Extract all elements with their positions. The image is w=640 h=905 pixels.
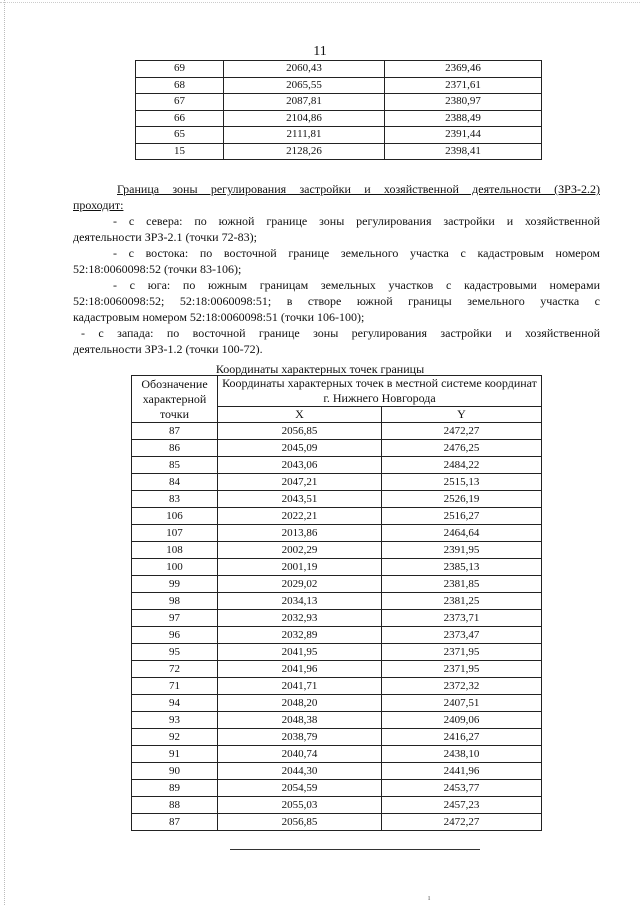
point-cell: 69: [136, 61, 224, 78]
footer-divider: [230, 849, 480, 850]
point-cell: 15: [136, 143, 224, 160]
table-row: [132, 797, 542, 814]
x-cell: 2065,55: [224, 77, 385, 94]
table-row: [136, 77, 542, 94]
table-row: [132, 695, 542, 712]
point-cell: 71: [132, 678, 218, 695]
table-row: [132, 627, 542, 644]
x-cell: 2034,13: [218, 593, 382, 610]
table-row: [132, 474, 542, 491]
point-cell: 91: [132, 746, 218, 763]
y-cell: 2476,25: [382, 440, 542, 457]
y-cell: 2441,96: [382, 763, 542, 780]
point-cell: 89: [132, 780, 218, 797]
table-row: [136, 94, 542, 111]
point-cell: 97: [132, 610, 218, 627]
x-cell: 2128,26: [224, 143, 385, 160]
y-cell: 2472,27: [382, 423, 542, 440]
point-cell: 94: [132, 695, 218, 712]
y-cell: 2381,85: [382, 576, 542, 593]
x-cell: 2044,30: [218, 763, 382, 780]
point-cell: 88: [132, 797, 218, 814]
point-cell: 86: [132, 440, 218, 457]
x-cell: 2013,86: [218, 525, 382, 542]
zone-description: [73, 181, 600, 357]
y-cell: 2385,13: [382, 559, 542, 576]
table-row: [132, 440, 542, 457]
south-boundary-line3: кадастровым номером 52:18:0060098:51 (точки 106-100);: [73, 310, 365, 324]
y-cell: 2416,27: [382, 729, 542, 746]
point-cell: 87: [132, 423, 218, 440]
header-x: X: [218, 407, 382, 423]
point-cell: 90: [132, 763, 218, 780]
y-cell: 2371,95: [382, 644, 542, 661]
table-row: [132, 491, 542, 508]
table-row: [132, 644, 542, 661]
table-row: [132, 457, 542, 474]
x-cell: 2022,21: [218, 508, 382, 525]
point-cell: 85: [132, 457, 218, 474]
x-cell: 2054,59: [218, 780, 382, 797]
point-cell: 98: [132, 593, 218, 610]
point-cell: 68: [136, 77, 224, 94]
point-cell: 100: [132, 559, 218, 576]
zone-heading: Граница зоны регулирования застройки и хозяйственной деятельности (ЗРЗ-2.2): [117, 182, 600, 196]
x-cell: 2038,79: [218, 729, 382, 746]
y-cell: 2371,61: [385, 77, 542, 94]
table-row: [132, 423, 542, 440]
x-cell: 2047,21: [218, 474, 382, 491]
table-row: [132, 746, 542, 763]
y-cell: 2453,77: [382, 780, 542, 797]
x-cell: 2048,38: [218, 712, 382, 729]
table-row: [136, 127, 542, 144]
coordinates-table: [131, 375, 542, 831]
header-y: Y: [382, 407, 542, 423]
x-cell: 2041,71: [218, 678, 382, 695]
y-cell: 2371,95: [382, 661, 542, 678]
y-cell: 2381,25: [382, 593, 542, 610]
y-cell: 2380,97: [385, 94, 542, 111]
x-cell: 2032,93: [218, 610, 382, 627]
east-boundary-line1: - с востока: по восточной границе земельного участка с кадастровым номером: [113, 246, 600, 260]
y-cell: 2391,95: [382, 542, 542, 559]
y-cell: 2526,19: [382, 491, 542, 508]
x-cell: 2043,51: [218, 491, 382, 508]
y-cell: 2373,47: [382, 627, 542, 644]
table-row: [132, 559, 542, 576]
y-cell: 2457,23: [382, 797, 542, 814]
x-cell: 2041,96: [218, 661, 382, 678]
point-cell: 65: [136, 127, 224, 144]
y-cell: 2388,49: [385, 110, 542, 127]
x-cell: 2104,86: [224, 110, 385, 127]
x-cell: 2032,89: [218, 627, 382, 644]
south-boundary-line2: 52:18:0060098:52; 52:18:0060098:51; в створе южной границы земельного участка с: [73, 294, 600, 308]
table-row: [132, 593, 542, 610]
point-cell: 93: [132, 712, 218, 729]
header-coordinate-system: Координаты характерных точек в местной системе координат г. Нижнего Новгорода: [218, 376, 542, 407]
y-cell: 2409,06: [382, 712, 542, 729]
table-row: [132, 729, 542, 746]
point-cell: 106: [132, 508, 218, 525]
point-cell: 96: [132, 627, 218, 644]
x-cell: 2002,29: [218, 542, 382, 559]
x-cell: 2029,02: [218, 576, 382, 593]
y-cell: 2391,44: [385, 127, 542, 144]
y-cell: 2372,32: [382, 678, 542, 695]
table-row: [136, 110, 542, 127]
point-cell: 66: [136, 110, 224, 127]
point-cell: 92: [132, 729, 218, 746]
y-cell: 2438,10: [382, 746, 542, 763]
east-boundary-line2: 52:18:0060098:52 (точки 83-106);: [73, 262, 242, 276]
point-cell: 84: [132, 474, 218, 491]
x-cell: 2040,74: [218, 746, 382, 763]
x-cell: 2045,09: [218, 440, 382, 457]
scan-edge-left: [4, 0, 8, 905]
scan-mark: ı: [428, 893, 431, 902]
point-cell: 108: [132, 542, 218, 559]
table-row: [132, 814, 542, 831]
x-cell: 2060,43: [224, 61, 385, 78]
point-cell: 95: [132, 644, 218, 661]
south-boundary-line1: - с юга: по южным границам земельных участков с кадастровыми номерами: [113, 278, 600, 292]
y-cell: 2472,27: [382, 814, 542, 831]
table-row: [136, 143, 542, 160]
point-cell: 67: [136, 94, 224, 111]
x-cell: 2056,85: [218, 423, 382, 440]
north-boundary-line1: - с севера: по южной границе зоны регулирования застройки и хозяйственной: [113, 214, 600, 228]
table-row: [136, 61, 542, 78]
north-boundary-line2: деятельности ЗРЗ-2.1 (точки 72-83);: [73, 230, 257, 244]
y-cell: 2398,41: [385, 143, 542, 160]
x-cell: 2048,20: [218, 695, 382, 712]
table-row: [132, 678, 542, 695]
table-row: [132, 763, 542, 780]
y-cell: 2373,71: [382, 610, 542, 627]
x-cell: 2087,81: [224, 94, 385, 111]
table-row: [132, 542, 542, 559]
table-row: [132, 508, 542, 525]
y-cell: 2407,51: [382, 695, 542, 712]
scan-edge-top: [0, 2, 640, 3]
x-cell: 2043,06: [218, 457, 382, 474]
x-cell: 2001,19: [218, 559, 382, 576]
y-cell: 2515,13: [382, 474, 542, 491]
zone-heading-cont: проходит:: [73, 198, 124, 212]
table-row: [132, 712, 542, 729]
y-cell: 2369,46: [385, 61, 542, 78]
y-cell: 2484,22: [382, 457, 542, 474]
point-cell: 99: [132, 576, 218, 593]
header-point-designation: Обозначение характерной точки: [132, 376, 218, 423]
coord-table-caption: Координаты характерных точек границы: [215, 362, 425, 376]
x-cell: 2111,81: [224, 127, 385, 144]
west-boundary-line2: деятельности ЗРЗ-1.2 (точки 100-72).: [73, 342, 263, 356]
point-cell: 83: [132, 491, 218, 508]
table-row: [132, 661, 542, 678]
table-row: [132, 780, 542, 797]
point-cell: 72: [132, 661, 218, 678]
y-cell: 2464,64: [382, 525, 542, 542]
point-cell: 107: [132, 525, 218, 542]
table-row: [132, 610, 542, 627]
table-row: [132, 525, 542, 542]
x-cell: 2041,95: [218, 644, 382, 661]
table-row: [132, 576, 542, 593]
y-cell: 2516,27: [382, 508, 542, 525]
x-cell: 2056,85: [218, 814, 382, 831]
point-cell: 87: [132, 814, 218, 831]
page-number: 11: [313, 44, 327, 59]
continued-coordinates-table: [135, 60, 542, 160]
west-boundary-line1: - с запада: по восточной границе зоны регулирования застройки и хозяйственной: [81, 326, 600, 340]
x-cell: 2055,03: [218, 797, 382, 814]
